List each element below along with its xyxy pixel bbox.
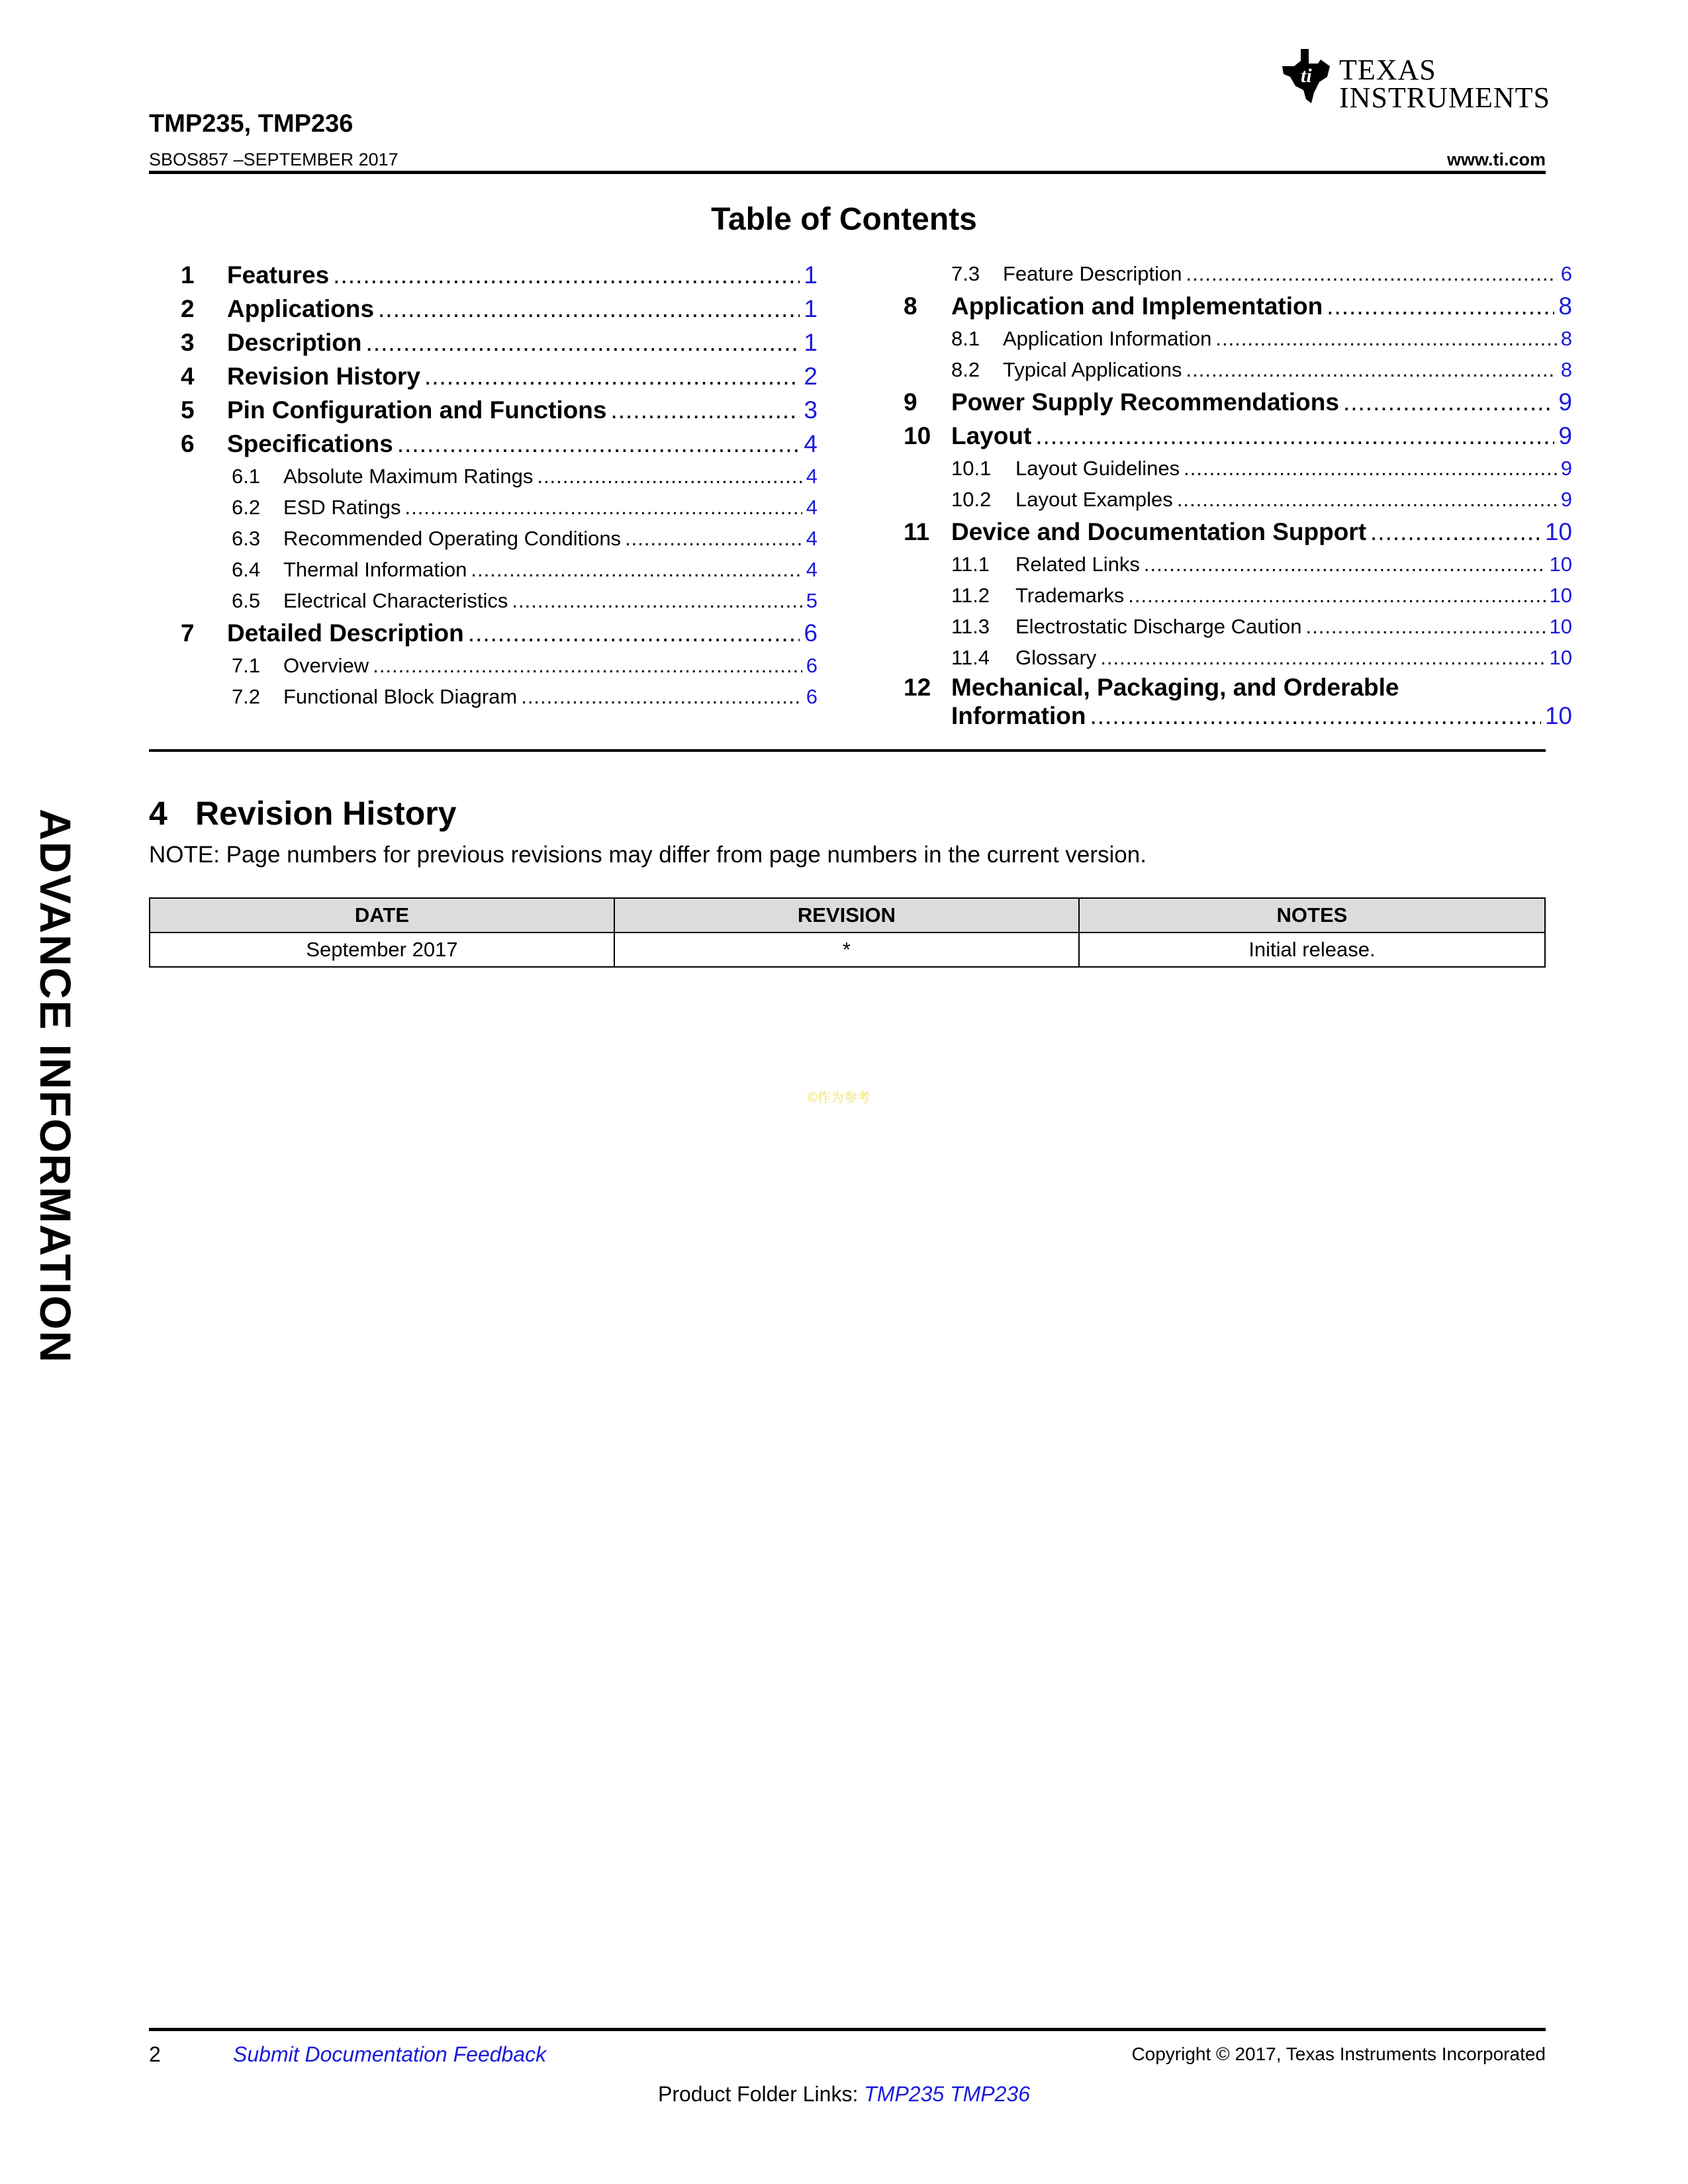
- copyright: Copyright © 2017, Texas Instruments Incorporated: [1131, 2044, 1546, 2064]
- toc-entry-number: 4: [181, 363, 195, 390]
- toc-leader-dots: [1186, 258, 1557, 289]
- toc-entry-page[interactable]: 4: [804, 430, 818, 457]
- column-header-revision: REVISION: [614, 898, 1079, 933]
- toc-entry[interactable]: [149, 258, 818, 292]
- toc-title: Table of Contents: [711, 202, 977, 237]
- toc-entry[interactable]: [904, 385, 1572, 419]
- toc-entry-label: Electrostatic Discharge Caution: [1015, 615, 1302, 638]
- toc-entry[interactable]: [904, 289, 1572, 323]
- toc-leader-dots: [625, 523, 802, 554]
- toc-entry[interactable]: [149, 492, 818, 523]
- toc-leader-dots: [378, 292, 800, 326]
- toc-entry-number: 8.1: [951, 327, 980, 350]
- toc-entry[interactable]: [904, 258, 1572, 289]
- toc-entry-page[interactable]: 4: [806, 465, 818, 488]
- toc-entry-page[interactable]: 6: [806, 654, 818, 677]
- toc-entry-number: 5: [181, 396, 195, 424]
- toc-leader-dots: [471, 554, 802, 585]
- toc-entry-number: 6.5: [232, 589, 261, 612]
- toc-entry-label: Feature Description: [1003, 262, 1182, 285]
- toc-entry-number: 11.4: [951, 646, 990, 669]
- revision-table: [149, 897, 1546, 968]
- toc-entry-number: 10: [904, 422, 931, 449]
- toc-entry-number: 11.3: [951, 615, 990, 638]
- toc-leader-dots: [1305, 611, 1545, 642]
- toc-leader-dots: [1370, 515, 1541, 549]
- toc-leader-dots: [1327, 289, 1554, 323]
- toc-entry-label: Absolute Maximum Ratings: [283, 465, 534, 488]
- toc-entry-label: Application Information: [1003, 327, 1212, 350]
- toc-entry-label: Detailed Description: [227, 619, 464, 647]
- toc-entry-number: 10.1: [951, 457, 992, 480]
- product-link-tmp236[interactable]: TMP236: [950, 2082, 1030, 2106]
- watermark: ©作为参考: [808, 1091, 870, 1105]
- logo-text-line1: TEXAS: [1339, 54, 1436, 86]
- toc-leader-dots: [468, 616, 800, 650]
- toc-entry-page[interactable]: 10: [1549, 615, 1572, 638]
- toc-entry-label-cont: Information: [951, 702, 1086, 729]
- toc-entry-page[interactable]: 6: [1560, 262, 1572, 285]
- toc-entry[interactable]: [149, 326, 818, 359]
- toc-leader-dots: [1090, 702, 1540, 730]
- toc-entry-label: Mechanical, Packaging, and Orderable: [951, 674, 1399, 701]
- toc-entry-page[interactable]: 9: [1558, 422, 1572, 449]
- toc-entry[interactable]: [904, 453, 1572, 484]
- toc-entry-number: 12: [904, 674, 931, 701]
- column-header-date: DATE: [150, 898, 614, 933]
- footer-rule: [149, 2028, 1546, 2031]
- toc-entry[interactable]: [149, 461, 818, 492]
- toc-entry-label: Application and Implementation: [951, 293, 1323, 320]
- toc-entry-label: Revision History: [227, 363, 420, 390]
- toc-entry[interactable]: [149, 650, 818, 681]
- column-header-notes: NOTES: [1079, 898, 1545, 933]
- toc-leader-dots: [404, 492, 802, 523]
- toc-entry-number: 8.2: [951, 358, 980, 381]
- revision-history-heading: [149, 794, 457, 833]
- section-number: 4: [149, 795, 167, 832]
- toc-leader-dots: [512, 585, 802, 616]
- toc-entry-label: Applications: [227, 295, 375, 322]
- toc-bottom-rule: [149, 749, 1546, 752]
- toc-leader-dots: [1100, 642, 1545, 673]
- ti-logo: [1281, 46, 1551, 114]
- toc-entry[interactable]: [904, 549, 1572, 580]
- doc-id: SBOS857 –SEPTEMBER 2017: [149, 150, 399, 169]
- toc-entry-page[interactable]: 1: [804, 329, 818, 356]
- toc-entry-label: Functional Block Diagram: [283, 685, 518, 708]
- toc-entry[interactable]: [904, 484, 1572, 515]
- toc-entry-number: 7: [181, 619, 195, 647]
- revision-note: NOTE: Page numbers for previous revisions may differ from page numbers in the current version.: [149, 842, 1147, 868]
- toc-leader-dots: [1128, 580, 1545, 611]
- toc-leader-dots: [1144, 549, 1546, 580]
- toc-entry[interactable]: [904, 354, 1572, 385]
- toc-leader-dots: [424, 359, 800, 393]
- toc-leader-dots: [1186, 354, 1557, 385]
- table-header-row: [150, 898, 1545, 933]
- toc-left-column: [149, 258, 818, 712]
- toc-entry-number: 11.1: [951, 553, 990, 576]
- toc-entry-number: 7.1: [232, 654, 261, 677]
- toc-entry[interactable]: [904, 419, 1572, 453]
- cell-revision: *: [614, 933, 1079, 967]
- toc-leader-dots: [373, 650, 802, 681]
- toc-entry-number: 2: [181, 295, 195, 322]
- toc-entry-page[interactable]: 9: [1560, 457, 1572, 480]
- toc-entry-label: Device and Documentation Support: [951, 518, 1367, 545]
- texas-state-icon: [1281, 46, 1334, 106]
- toc-entry-page[interactable]: 10: [1544, 518, 1572, 545]
- toc-leader-dots: [397, 427, 800, 461]
- toc-entry-label: Glossary: [1015, 646, 1097, 669]
- toc-entry-page[interactable]: 1: [804, 295, 818, 322]
- toc-entry-page[interactable]: 6: [804, 619, 818, 647]
- toc-entry[interactable]: [149, 616, 818, 650]
- toc-right-column: [904, 258, 1572, 730]
- toc-entry-number: 9: [904, 388, 917, 416]
- toc-entry-number: 11: [904, 518, 930, 545]
- cell-date: September 2017: [150, 933, 614, 967]
- toc-entry[interactable]: [149, 554, 818, 585]
- toc-entry-number: 3: [181, 329, 195, 356]
- toc-entry-page[interactable]: 3: [804, 396, 818, 424]
- page-number: 2: [149, 2042, 161, 2066]
- doc-title: TMP235, TMP236: [149, 110, 353, 138]
- toc-entry-number: 6.3: [232, 527, 261, 550]
- toc-entry[interactable]: [149, 585, 818, 616]
- toc-entry-page[interactable]: 10: [1549, 553, 1572, 576]
- toc-entry[interactable]: [904, 673, 1572, 730]
- table-row: [150, 933, 1545, 967]
- toc-entry-page[interactable]: 8: [1560, 327, 1572, 350]
- section-title: Revision History: [195, 795, 457, 832]
- toc-entry-label: Power Supply Recommendations: [951, 388, 1339, 416]
- toc-entry-number: 1: [181, 261, 195, 289]
- toc-leader-dots: [1177, 484, 1557, 515]
- toc-entry-label: Description: [227, 329, 362, 356]
- toc-entry[interactable]: [149, 393, 818, 427]
- toc-entry[interactable]: [904, 611, 1572, 642]
- toc-entry-label: Layout Guidelines: [1015, 457, 1180, 480]
- toc-entry-number: 8: [904, 293, 917, 320]
- toc-entry-number: 6.2: [232, 496, 261, 519]
- toc-entry-label: Overview: [283, 654, 369, 677]
- toc-entry-label: Trademarks: [1015, 584, 1125, 607]
- toc-leader-dots: [1215, 323, 1556, 354]
- toc-entry[interactable]: [149, 681, 818, 712]
- toc-entry-page[interactable]: 4: [806, 527, 818, 550]
- product-link-tmp235[interactable]: TMP235: [864, 2082, 945, 2106]
- toc-entry[interactable]: [904, 515, 1572, 549]
- toc-entry-label: Pin Configuration and Functions: [227, 396, 607, 424]
- toc-leader-dots: [610, 393, 800, 427]
- toc-entry-label: Typical Applications: [1003, 358, 1182, 381]
- toc-entry-page[interactable]: 6: [806, 685, 818, 708]
- toc-leader-dots: [1343, 385, 1554, 419]
- toc-entry-page[interactable]: 9: [1560, 488, 1572, 511]
- toc-entry[interactable]: [149, 523, 818, 554]
- toc-entry-number: 11.2: [951, 584, 990, 607]
- toc-entry-label: Features: [227, 261, 330, 289]
- toc-entry-page[interactable]: 8: [1558, 293, 1572, 320]
- toc-entry-label: Related Links: [1015, 553, 1140, 576]
- toc-entry-page[interactable]: 4: [806, 496, 818, 519]
- toc-entry-page[interactable]: 9: [1558, 388, 1572, 416]
- toc-entry-page[interactable]: 10: [1549, 646, 1572, 669]
- toc-entry-label: Layout Examples: [1015, 488, 1173, 511]
- toc-entry-page[interactable]: 5: [806, 589, 818, 612]
- logo-text-line2: INSTRUMENTS: [1339, 81, 1551, 114]
- toc-leader-dots: [521, 681, 802, 712]
- toc-entry-label: Thermal Information: [283, 558, 467, 581]
- toc-entry-number: 7.2: [232, 685, 261, 708]
- toc-entry[interactable]: [149, 359, 818, 393]
- toc-entry-label: ESD Ratings: [283, 496, 401, 519]
- website-link[interactable]: www.ti.com: [1446, 150, 1546, 169]
- toc-entry[interactable]: [904, 580, 1572, 611]
- toc-entry-page[interactable]: 4: [806, 558, 818, 581]
- toc-entry-number: 10.2: [951, 488, 992, 511]
- submit-feedback-link[interactable]: Submit Documentation Feedback: [233, 2042, 547, 2066]
- cell-notes: Initial release.: [1079, 933, 1545, 967]
- toc-entry-number: 7.3: [951, 262, 980, 285]
- toc-entry-label: Recommended Operating Conditions: [283, 527, 622, 550]
- toc-entry-page[interactable]: 2: [804, 363, 818, 390]
- toc-leader-dots: [537, 461, 802, 492]
- toc-leader-dots: [1184, 453, 1557, 484]
- toc-leader-dots: [1035, 419, 1554, 453]
- product-folder-links: [0, 2082, 1688, 2107]
- toc-entry[interactable]: [149, 427, 818, 461]
- toc-entry[interactable]: [149, 292, 818, 326]
- toc-entry-page[interactable]: 1: [804, 261, 818, 289]
- header-rule: [149, 171, 1546, 174]
- toc-entry[interactable]: [904, 642, 1572, 673]
- product-folder-label: Product Folder Links:: [657, 2082, 859, 2106]
- toc-entry-page[interactable]: 10: [1549, 584, 1572, 607]
- toc-entry[interactable]: [904, 323, 1572, 354]
- toc-entry-number: 6.1: [232, 465, 261, 488]
- toc-entry-label: Electrical Characteristics: [283, 589, 508, 612]
- advance-information-banner: ADVANCE INFORMATION: [31, 809, 80, 1364]
- toc-entry-page[interactable]: 10: [1544, 702, 1572, 729]
- toc-entry-number: 6: [181, 430, 195, 457]
- toc-entry-label: Specifications: [227, 430, 393, 457]
- toc-entry-page[interactable]: 8: [1560, 358, 1572, 381]
- toc-leader-dots: [366, 326, 800, 359]
- toc-entry-label: Layout: [951, 422, 1032, 449]
- toc-leader-dots: [333, 258, 800, 292]
- svg-text:ti: ti: [1301, 65, 1312, 87]
- toc-entry-number: 6.4: [232, 558, 261, 581]
